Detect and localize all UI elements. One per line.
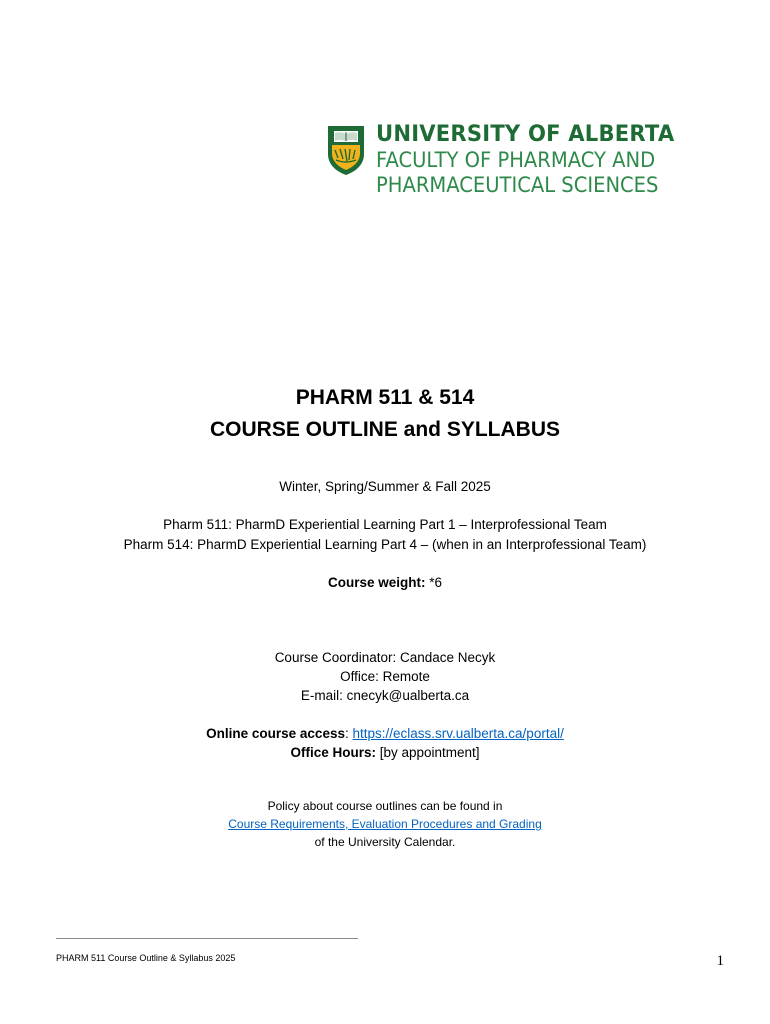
logo-faculty-line-1: FACULTY OF PHARMACY AND	[376, 148, 656, 172]
policy-calendar-text: of the University Calendar.	[314, 835, 456, 849]
course-weight	[0, 575, 770, 590]
term-text: Winter, Spring/Summer & Fall 2025	[279, 479, 491, 494]
document-title-line-2: COURSE OUTLINE and SYLLABUS	[209, 418, 561, 441]
calendar-link-line	[0, 817, 770, 831]
page-number: 1	[716, 953, 724, 969]
eclass-portal-link[interactable]: https://eclass.srv.ualberta.ca/portal/	[352, 726, 564, 741]
course-weight-label: Course weight:	[327, 575, 426, 590]
university-shield-icon	[326, 124, 366, 176]
footer-text: PHARM 511 Course Outline & Syllabus 2025	[56, 953, 236, 963]
course-requirements-link[interactable]: Course Requirements, Evaluation Procedures and Grading	[228, 817, 542, 831]
course-pharm-514: Pharm 514: PharmD Experiential Learning Part 4 – (when in an Interprofessional Team)	[123, 537, 647, 552]
online-access-separator: :	[344, 726, 353, 741]
logo-wordmark	[376, 124, 687, 200]
course-coordinator: Course Coordinator: Candace Necyk	[274, 650, 496, 665]
coordinator-email: E-mail: cnecyk@ualberta.ca	[300, 688, 470, 703]
office-hours-label: Office Hours:	[290, 745, 376, 760]
office-hours	[0, 745, 770, 760]
policy-text: Policy about course outlines can be found in	[267, 799, 503, 813]
logo-university-name: UNIVERSITY OF ALBERTA	[376, 122, 675, 147]
footer-divider	[56, 938, 358, 939]
course-pharm-511: Pharm 511: PharmD Experiential Learning Part 1 – Interprofessional Team	[163, 517, 607, 532]
office-hours-value: [by appointment]	[375, 745, 480, 760]
course-weight-value: *6	[425, 575, 443, 590]
document-title-line-1: PHARM 511 & 514	[295, 386, 475, 409]
university-logo	[326, 124, 706, 200]
coordinator-office: Office: Remote	[340, 669, 430, 684]
logo-faculty-line-2: PHARMACEUTICAL SCIENCES	[376, 173, 659, 197]
online-course-access	[0, 726, 770, 741]
online-access-label: Online course access	[206, 726, 345, 741]
